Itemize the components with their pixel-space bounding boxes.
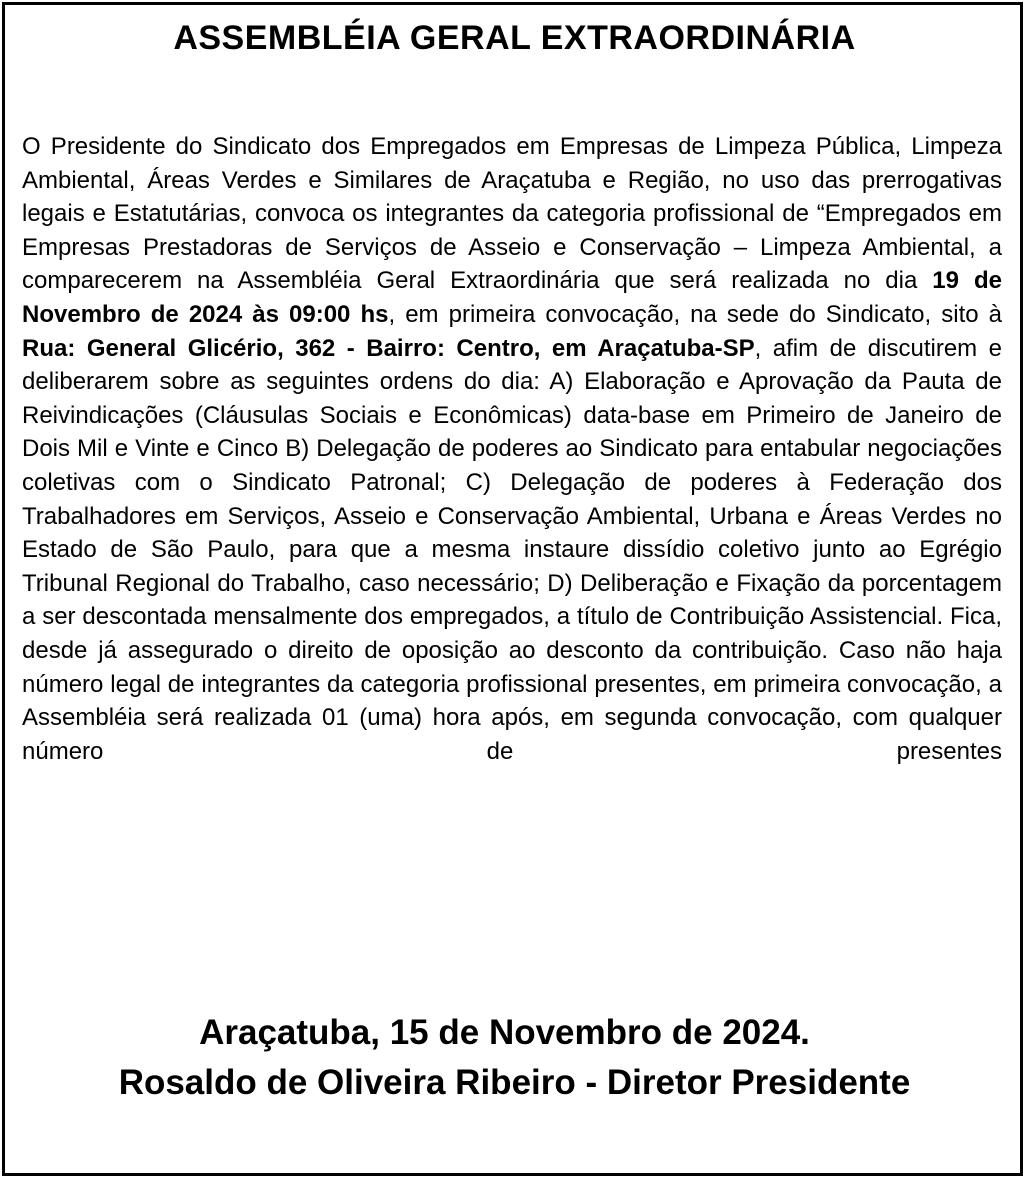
- body-agenda-text: , afim de discutirem e deliberarem sobre as seguintes ordens do dia: A) Elaboração e Aprovação da Pauta de Reivindicações (Cláusulas Sociais e Econômicas) data-base em Primeiro de Janeiro de Dois Mil e Vinte e Cinco B) Delegação de poderes ao Sindicato para entabular negociações coletivas com o Sindicato Patronal; C) Delegação de poderes à Federação dos Trabalhadores em Serviços, Asseio e Conservação Ambiental, Urbana e Áreas Verdes no Estado de São Paulo, para que a mesma instaure dissídio coletivo junto ao Egrégio Tribunal Regional do Trabalho, caso necessário; D) Deliberação e Fixação da porcentagem a ser descontada mensalmente dos empregados, a título de Contribuição Assistencial. Fica, desde já assegurado o direito de oposição ao desconto da contribuição. Caso não haja número legal de integrantes da categoria profissional presentes, em primeira convocação, a Assembléia será realizada 01 (uma) hora após, em segunda convocação, com qualquer número de presentes: [22, 334, 1002, 765]
- place-and-date: Araçatuba, 15 de Novembro de 2024.: [199, 1013, 810, 1052]
- signature-line: Rosaldo de Oliveira Ribeiro - Diretor Presidente: [118, 1063, 911, 1102]
- meeting-date-time: 19 de Novembro de 2024 às 09:00 hs: [22, 267, 1002, 328]
- notice-closing: [0, 1008, 1029, 1108]
- notice-title: ASSEMBLÉIA GERAL EXTRAORDINÁRIA: [173, 19, 856, 57]
- meeting-address: Rua: General Glicério, 362 - Bairro: Centro, em Araçatuba-SP: [22, 334, 755, 362]
- notice-body: [22, 130, 1002, 768]
- body-intro-text: O Presidente do Sindicato dos Empregados em Empresas de Limpeza Pública, Limpeza Ambiental, Áreas Verdes e Similares de Araçatuba e Região, no uso das prerrogativas legais e Estatutárias, convoca os integrantes da categoria profissional de “Empregados em Empresas Prestadoras de Serviços de Asseio e Conservação – Limpeza Ambiental, a comparecerem na Assembléia Geral Extraordinária que será realizada no dia: [22, 133, 1002, 295]
- body-location-text: , em primeira convocação, na sede do Sindicato, sito à: [388, 300, 1003, 328]
